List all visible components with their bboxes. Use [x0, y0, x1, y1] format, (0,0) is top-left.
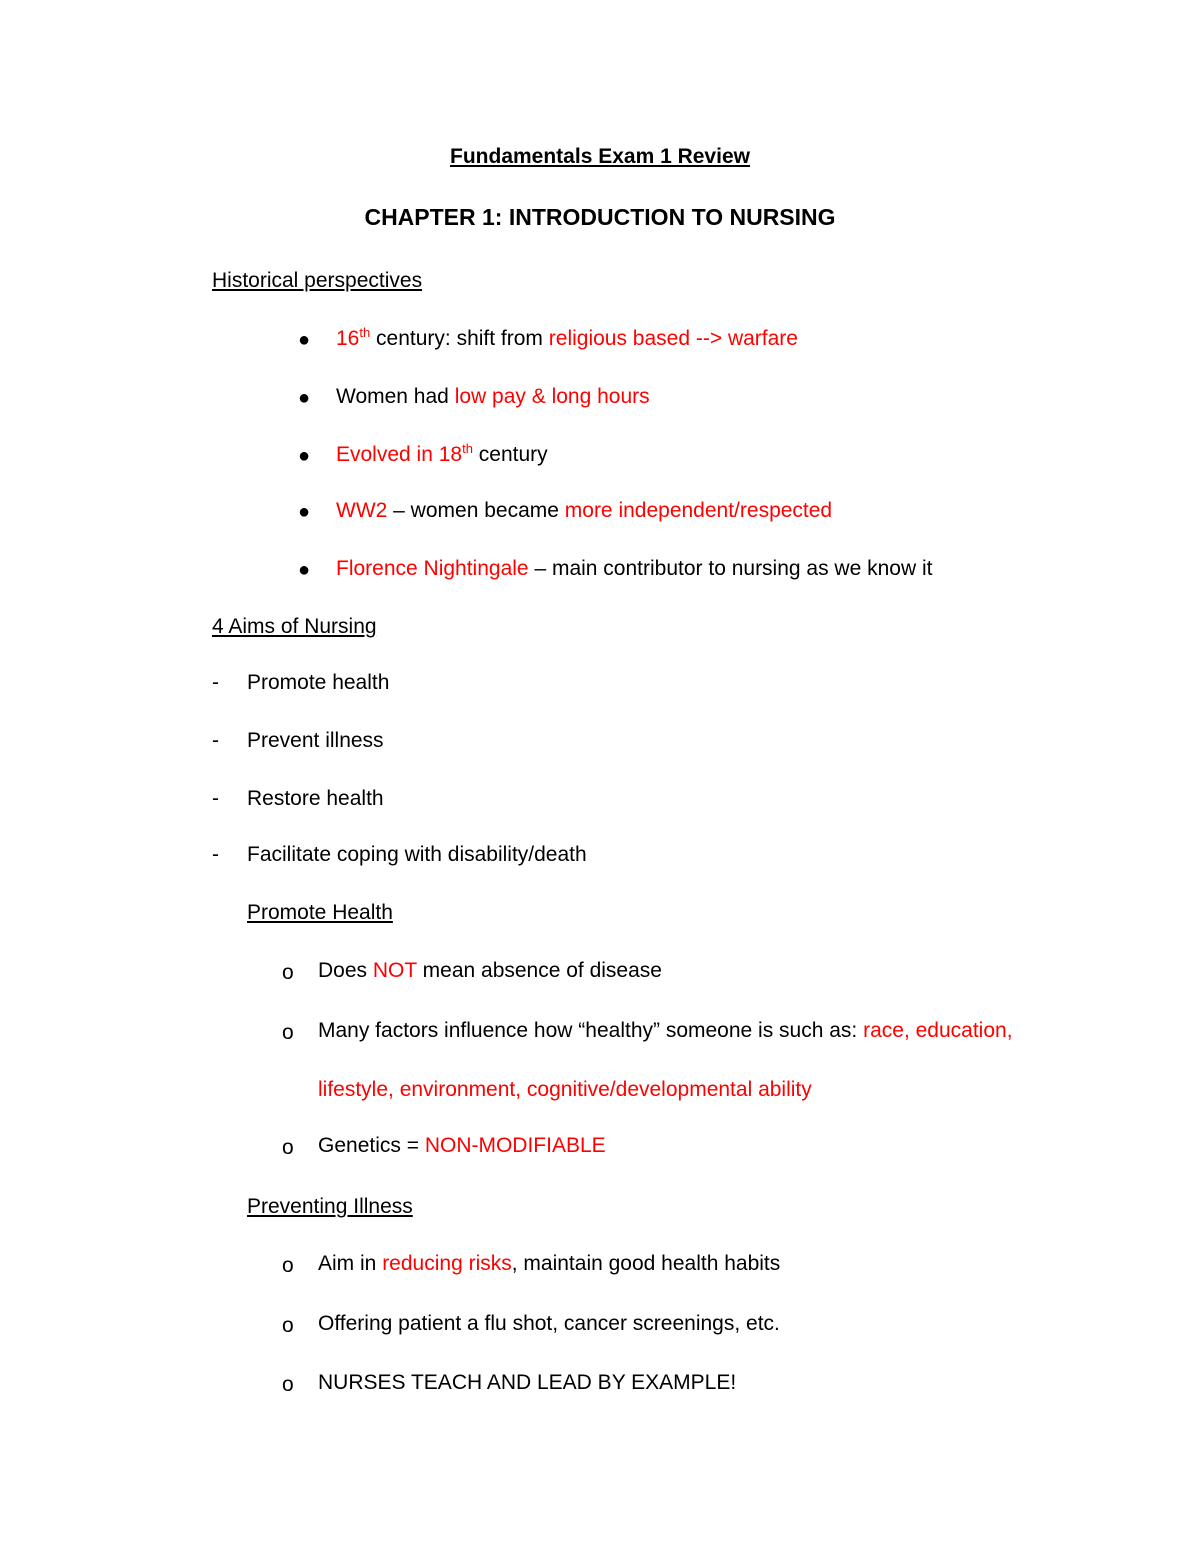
circle-marker: o	[282, 1136, 294, 1159]
circle-marker: o	[282, 1314, 294, 1337]
bullet-icon: ●	[298, 329, 311, 351]
aims-heading: 4 Aims of Nursing	[212, 615, 377, 638]
dash-marker: -	[212, 671, 219, 694]
preventing-heading: Preventing Illness	[247, 1195, 413, 1218]
promote-heading: Promote Health	[247, 901, 393, 924]
document-title: Fundamentals Exam 1 Review	[450, 145, 750, 168]
document-page: Fundamentals Exam 1 Review CHAPTER 1: INTRODUCTION TO NURSING Historical perspectives ● 16th century: shift from religious based --> warfare ● Women had low pay & long hours ● Evolved in 18th century ● WW2 – women became more independent/respected ● Florence Nightingale – main contributor to nursing as we know it 4 Aims of Nursing - Promote health - Prevent illness - Restore health - Facilitate coping with disability/death Promote Health o Does NOT mean absence of disease o Many factors influence how “healthy” someone is such as: race, education, lifestyle, environment, cognitive/developmental ability o Genetics = NON-MODIFIABLE Preventing Illness o Aim in reducing risks, maintain good health habits o Offering patient a flu shot, cancer screenings, etc. o NURSES TEACH AND LEAD BY EXAMPLE!	[0, 0, 1200, 1553]
bullet-icon: ●	[298, 387, 311, 409]
bullet-icon: ●	[298, 501, 311, 523]
circle-marker: o	[282, 1021, 294, 1044]
circle-marker: o	[282, 1373, 294, 1396]
circle-marker: o	[282, 961, 294, 984]
historical-heading: Historical perspectives	[212, 269, 423, 292]
dash-marker: -	[212, 729, 219, 752]
dash-marker: -	[212, 843, 219, 866]
bullet-icon: ●	[298, 559, 311, 581]
dash-marker: -	[212, 787, 219, 810]
circle-marker: o	[282, 1254, 294, 1277]
bullet-icon: ●	[298, 445, 311, 467]
chapter-heading: CHAPTER 1: INTRODUCTION TO NURSING	[364, 204, 836, 230]
